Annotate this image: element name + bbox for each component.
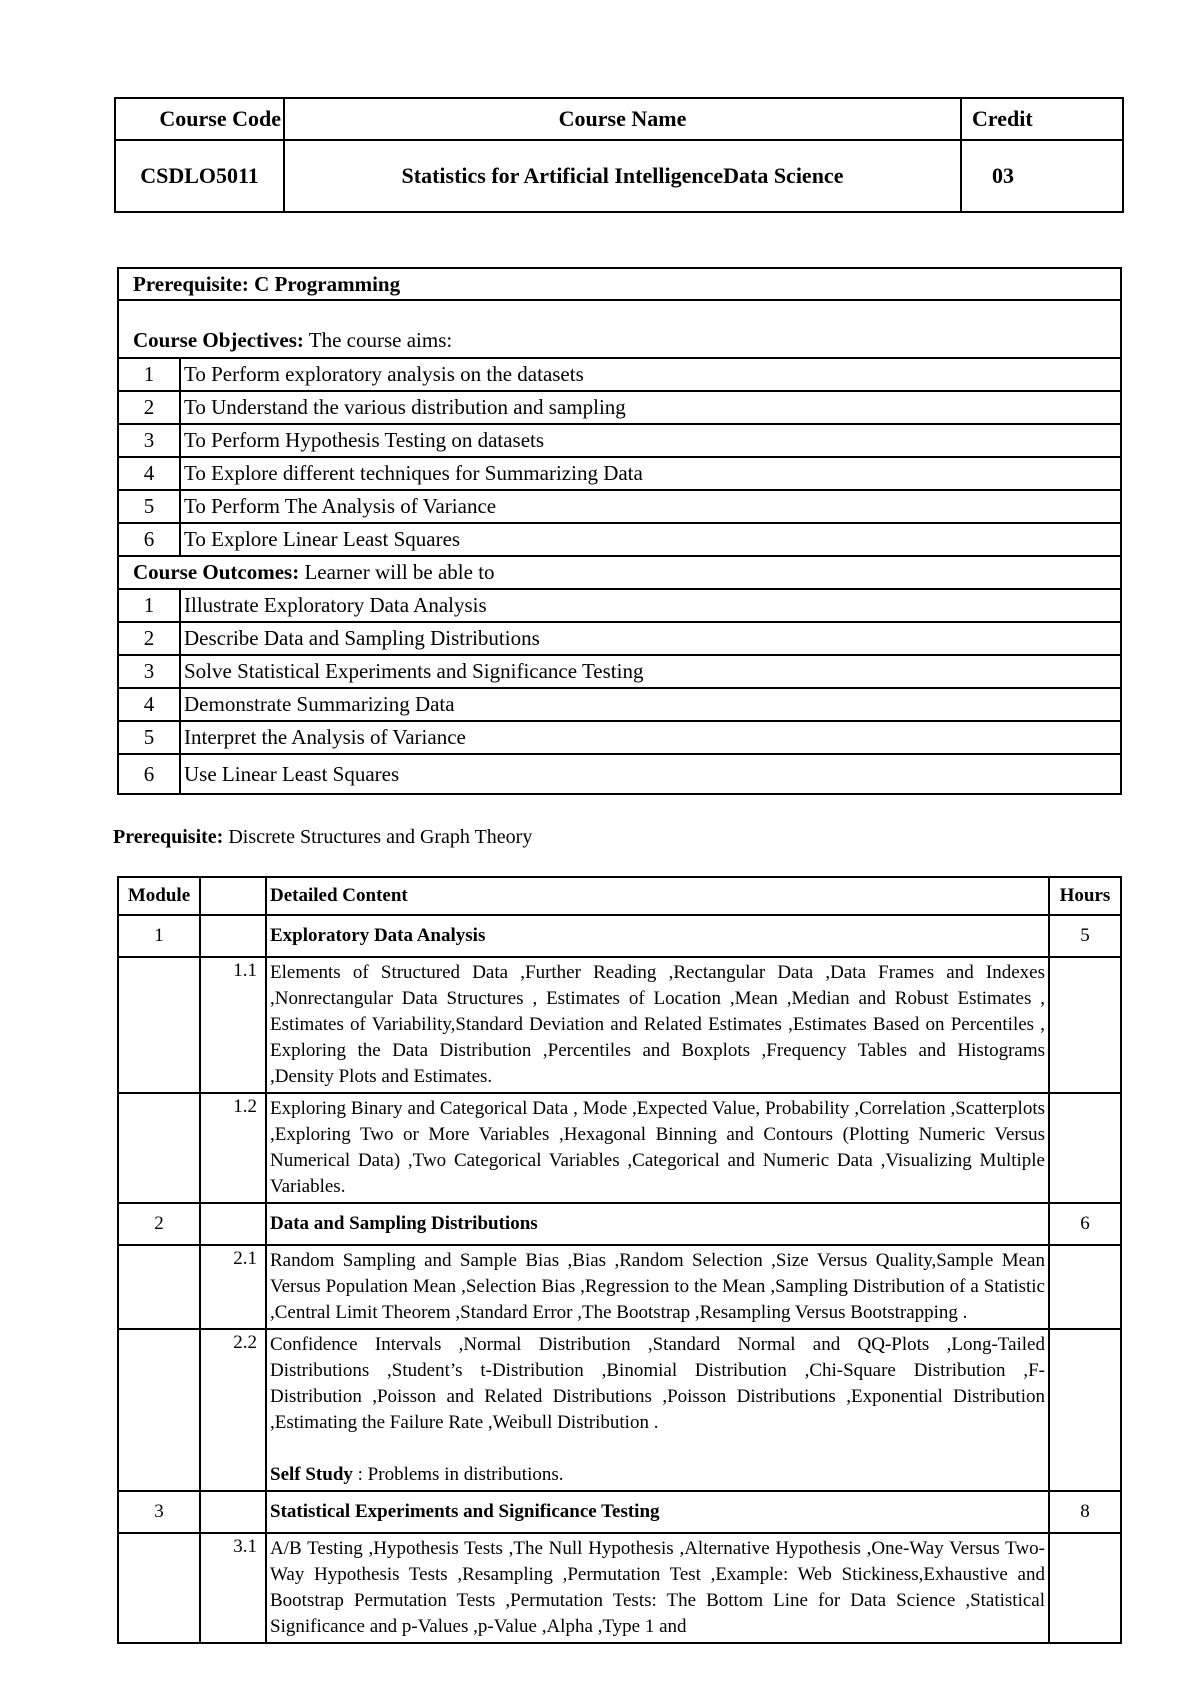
self-study (270, 1462, 1045, 1488)
subtopic-text: Random Sampling and Sample Bias ,Bias ,Random Selection ,Size Versus Quality,Sample Mean Versus Population Mean ,Selection Bias ,Regression to the Mean ,Sampling Distribution of a Statistic ,Central Limit Theorem ,Standard Error ,The Bootstrap ,Resampling Versus Bootstrapping . (266, 1245, 1049, 1329)
course-table (114, 97, 1124, 213)
module-hours: 8 (1049, 1491, 1121, 1533)
course-name-header: Course Name (284, 98, 961, 140)
module-number: 2 (118, 1203, 200, 1245)
self-study-label: Self Study (270, 1464, 353, 1485)
sub-empty (200, 915, 266, 957)
subtopic-text: Exploring Binary and Categorical Data , Mode ,Expected Value, Probability ,Correlation ,Scatterplots ,Exploring Two or More Variables ,Hexagonal Binning and Contours (Plotting Numeric Versus Numerical Data) ,Two Categorical Variables ,Categorical and Numeric Data ,Visualizing Multiple Variables. (266, 1093, 1049, 1203)
objectives-heading (118, 300, 1121, 358)
objective-number: 2 (118, 391, 180, 424)
subtopic-row (118, 957, 1121, 1093)
module-title: Data and Sampling Distributions (266, 1203, 1049, 1245)
credit-header: Credit (961, 98, 1123, 140)
outcomes-intro: Learner will be able to (304, 560, 495, 584)
module-title: Exploratory Data Analysis (266, 915, 1049, 957)
sub-empty (200, 1491, 266, 1533)
course-code-value: CSDLO5011 (115, 140, 284, 212)
outcome-text: Interpret the Analysis of Variance (180, 721, 1121, 754)
module-row (118, 915, 1121, 957)
objectives-label: Course Objectives: (133, 328, 304, 352)
objective-number: 1 (118, 358, 180, 391)
outcome-number: 5 (118, 721, 180, 754)
outcome-number: 2 (118, 622, 180, 655)
module-row (118, 1203, 1121, 1245)
outcome-number: 6 (118, 754, 180, 794)
content-header: Detailed Content (266, 877, 1049, 915)
objective-text: To Understand the various distribution and sampling (180, 391, 1121, 424)
outcome-row (118, 688, 1121, 721)
objective-row (118, 523, 1121, 556)
objective-number: 5 (118, 490, 180, 523)
prerequisite-line-label: Prerequisite: (113, 826, 224, 848)
objective-row (118, 490, 1121, 523)
hours-empty (1049, 1329, 1121, 1491)
outcome-row (118, 754, 1121, 794)
module-row (118, 1491, 1121, 1533)
objective-row (118, 358, 1121, 391)
objective-text: To Explore Linear Least Squares (180, 523, 1121, 556)
objective-text: To Perform Hypothesis Testing on datasets (180, 424, 1121, 457)
outcome-text: Solve Statistical Experiments and Significance Testing (180, 655, 1121, 688)
module-empty (118, 1093, 200, 1203)
module-hours: 5 (1049, 915, 1121, 957)
module-title: Statistical Experiments and Significance Testing (266, 1491, 1049, 1533)
subtopic-cell (266, 1329, 1049, 1491)
outcome-row (118, 589, 1121, 622)
subtopic-number: 1.1 (200, 957, 266, 1093)
module-number: 3 (118, 1491, 200, 1533)
module-empty (118, 1329, 200, 1491)
outcomes-label: Course Outcomes: (133, 560, 300, 584)
objective-number: 4 (118, 457, 180, 490)
subtopic-row (118, 1093, 1121, 1203)
subtopic-number: 1.2 (200, 1093, 266, 1203)
objective-text: To Explore different techniques for Summarizing Data (180, 457, 1121, 490)
subtopic-row (118, 1533, 1121, 1643)
self-study-text: : Problems in distributions. (357, 1464, 564, 1485)
module-hours: 6 (1049, 1203, 1121, 1245)
objective-number: 3 (118, 424, 180, 457)
outcome-row (118, 622, 1121, 655)
outcomes-heading (118, 556, 1121, 589)
module-header: Module (118, 877, 200, 915)
outcome-number: 4 (118, 688, 180, 721)
objective-row (118, 424, 1121, 457)
objective-row (118, 391, 1121, 424)
subtopic-number: 3.1 (200, 1533, 266, 1643)
hours-header: Hours (1049, 877, 1121, 915)
objective-text: To Perform The Analysis of Variance (180, 490, 1121, 523)
module-empty (118, 1533, 200, 1643)
module-empty (118, 957, 200, 1093)
prerequisite-box (118, 268, 1121, 300)
sub-empty (200, 1203, 266, 1245)
outcome-row (118, 655, 1121, 688)
prerequisite-line (113, 826, 532, 849)
course-name-value: Statistics for Artificial IntelligenceData Science (284, 140, 961, 212)
subtopic-number: 2.2 (200, 1329, 266, 1491)
outcome-text: Describe Data and Sampling Distributions (180, 622, 1121, 655)
subtopic-text: Confidence Intervals ,Normal Distribution ,Standard Normal and QQ-Plots ,Long-Tailed Distributions ,Student’s t-Distribution ,Binomial Distribution ,Chi-Square Distribution ,F-Distribution ,Poisson and Related Distributions ,Poisson Distributions ,Exponential Distribution ,Estimating the Failure Rate ,Weibull Distribution . (270, 1334, 1045, 1433)
outcome-text: Illustrate Exploratory Data Analysis (180, 589, 1121, 622)
outcome-number: 1 (118, 589, 180, 622)
hours-empty (1049, 957, 1121, 1093)
subtopic-text: A/B Testing ,Hypothesis Tests ,The Null Hypothesis ,Alternative Hypothesis ,One-Way Versus Two-Way Hypothesis Tests ,Resampling ,Permutation Test ,Example: Web Stickiness,Exhaustive and Bootstrap Permutation Tests ,Permutation Tests: The Bottom Line for Data Science ,Statistical Significance and p-Values ,p-Value ,Alpha ,Type 1 and (266, 1533, 1049, 1643)
credit-value: 03 (961, 140, 1123, 212)
subtopic-text: Elements of Structured Data ,Further Reading ,Rectangular Data ,Data Frames and Indexes ,Nonrectangular Data Structures , Estimates of Location ,Mean ,Median and Robust Estimates , Estimates of Variability,Standard Deviation and Related Estimates ,Estimates Based on Percentiles , Exploring the Data Distribution ,Percentiles and Boxplots ,Frequency Tables and Histograms ,Density Plots and Estimates. (266, 957, 1049, 1093)
subtopic-row (118, 1245, 1121, 1329)
module-empty (118, 1245, 200, 1329)
module-number: 1 (118, 915, 200, 957)
objective-number: 6 (118, 523, 180, 556)
course-code-header: Course Code (115, 98, 284, 140)
prerequisite-label: Prerequisite: (133, 271, 249, 296)
hours-empty (1049, 1093, 1121, 1203)
spacer (270, 1436, 1045, 1462)
sub-header-empty (200, 877, 266, 915)
subtopic-row (118, 1329, 1121, 1491)
hours-empty (1049, 1245, 1121, 1329)
outcome-number: 3 (118, 655, 180, 688)
syllabus-table (117, 876, 1122, 1644)
subtopic-number: 2.1 (200, 1245, 266, 1329)
outcome-text: Demonstrate Summarizing Data (180, 688, 1121, 721)
hours-empty (1049, 1533, 1121, 1643)
objective-row (118, 457, 1121, 490)
outcome-row (118, 721, 1121, 754)
objectives-outcomes-table (117, 267, 1122, 795)
prerequisite-line-value: Discrete Structures and Graph Theory (228, 826, 533, 848)
objective-text: To Perform exploratory analysis on the datasets (180, 358, 1121, 391)
objectives-intro: The course aims: (308, 328, 453, 352)
outcome-text: Use Linear Least Squares (180, 754, 1121, 794)
prerequisite-value: C Programming (254, 271, 401, 296)
